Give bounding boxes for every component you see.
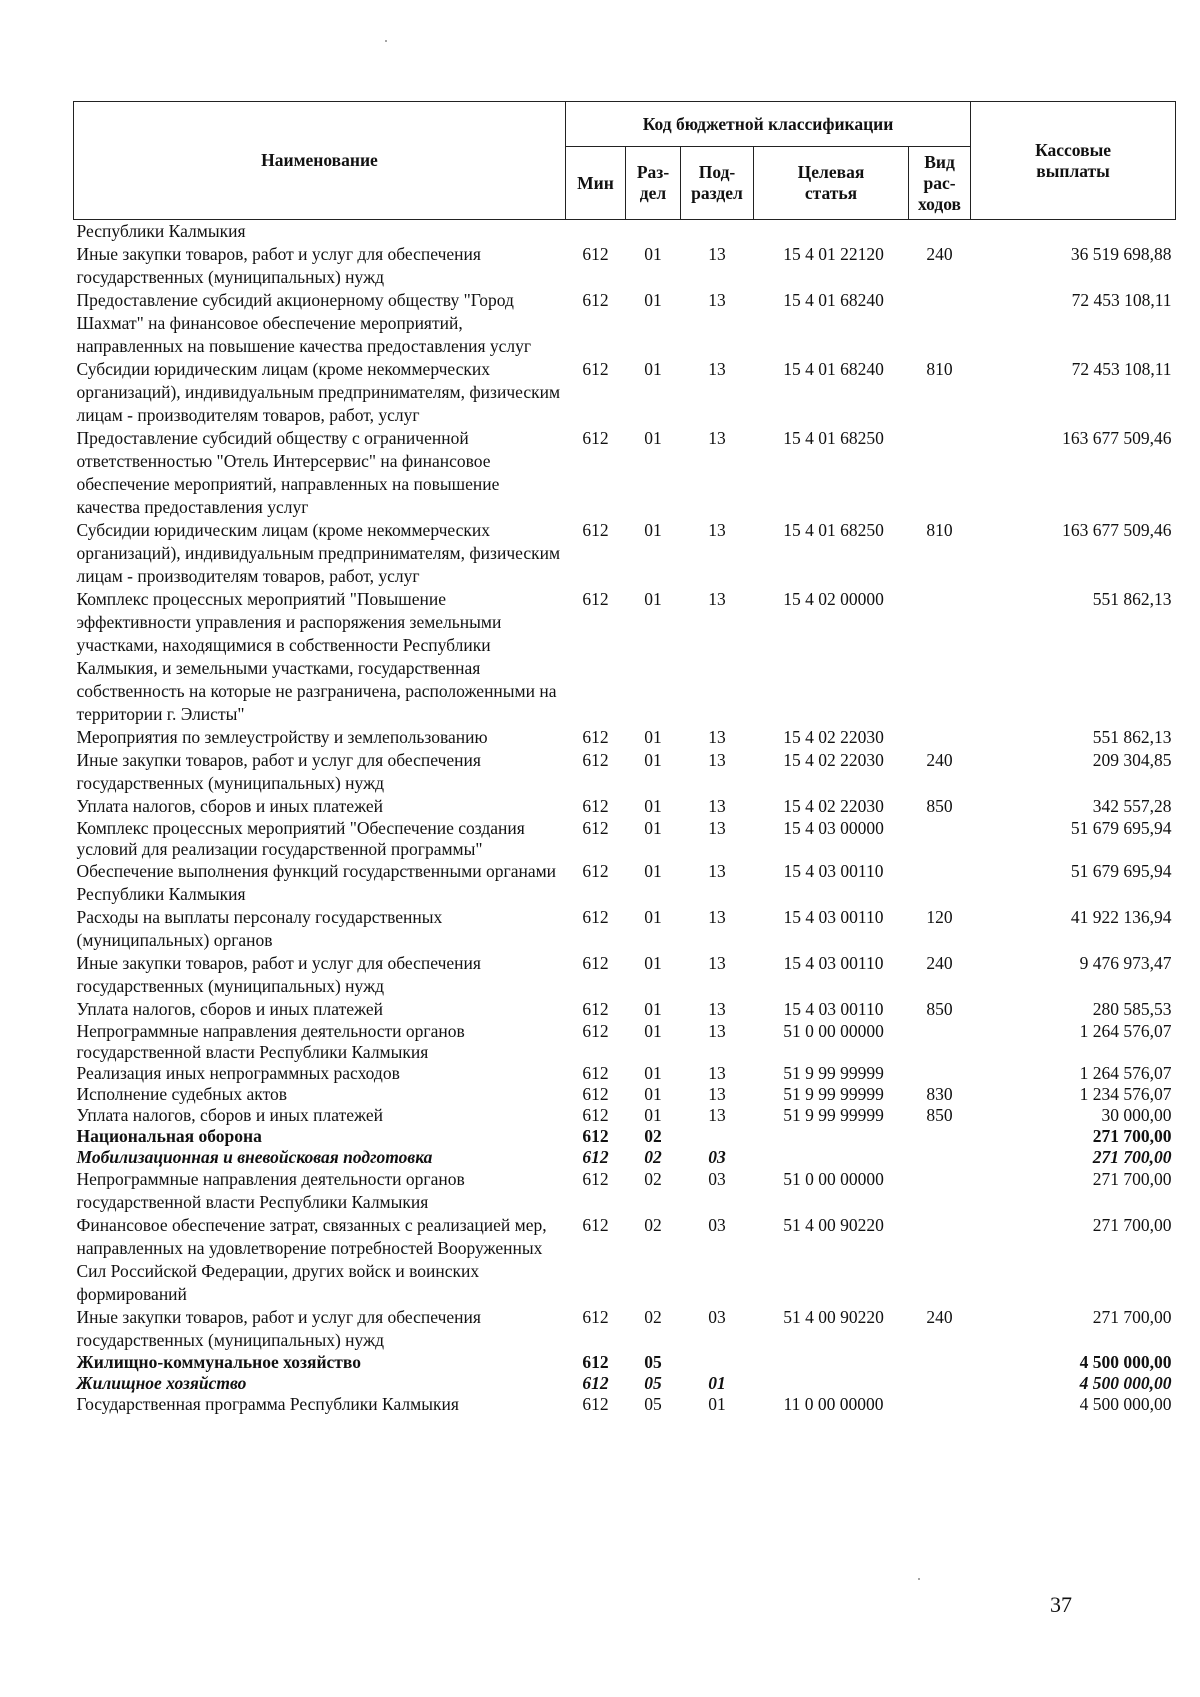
header-podrazdel-label: Под- раздел (691, 162, 743, 203)
row-amount: 4 500 000,00 (1079, 1373, 1172, 1393)
row-vid (909, 220, 971, 244)
row-min: 612 (582, 907, 609, 927)
row-name: Уплата налогов, сборов и иных платежей (76, 1105, 383, 1125)
row-min: 612 (582, 428, 609, 448)
row-razdel: 01 (644, 290, 662, 310)
row-vid: 850 (926, 796, 953, 816)
row-razdel: 01 (644, 1021, 662, 1041)
row-min: 612 (582, 244, 609, 264)
table-row (74, 1394, 1176, 1415)
row-celevaya: 15 4 03 00110 (783, 953, 884, 973)
row-min: 612 (582, 589, 609, 609)
table-row (74, 749, 1176, 795)
row-vid (909, 860, 971, 906)
table-row (74, 860, 1176, 906)
row-name: Непрограммные направления деятельности органов государственной власти Республики Калмыкия (76, 1169, 465, 1212)
row-min: 612 (582, 1147, 609, 1167)
table-row (74, 289, 1176, 358)
row-amount: 4 500 000,00 (1079, 1394, 1172, 1414)
row-name: Иные закупки товаров, работ и услуг для обеспечения государственных (муниципальных) нужд (76, 244, 481, 287)
row-amount: 1 264 576,07 (1079, 1021, 1172, 1041)
row-podrazdel: 03 (708, 1307, 726, 1327)
row-min: 612 (582, 359, 609, 379)
row-razdel: 02 (644, 1147, 662, 1167)
table-row (74, 795, 1176, 818)
row-podrazdel: 13 (708, 428, 726, 448)
row-razdel: 02 (644, 1307, 662, 1327)
row-amount: 551 862,13 (1092, 589, 1172, 609)
row-razdel: 01 (644, 359, 662, 379)
row-vid: 810 (926, 520, 953, 540)
row-vid (909, 1063, 971, 1084)
row-celevaya: 15 4 01 68250 (783, 520, 884, 540)
budget-table (73, 101, 1176, 1415)
row-celevaya (754, 1373, 909, 1394)
row-razdel: 05 (644, 1394, 662, 1414)
header-celevaya (754, 147, 909, 220)
row-vid (909, 726, 971, 749)
row-celevaya: 15 4 01 68240 (783, 359, 884, 379)
row-razdel: 01 (644, 953, 662, 973)
row-podrazdel: 13 (708, 359, 726, 379)
row-name: Жилищно-коммунальное хозяйство (76, 1352, 361, 1372)
row-vid: 120 (926, 907, 953, 927)
row-celevaya: 15 4 02 22030 (783, 750, 884, 770)
row-amount: 163 677 509,46 (1062, 428, 1172, 448)
row-amount: 41 922 136,94 (1070, 907, 1172, 927)
row-name: Обеспечение выполнения функций государственными органами Республики Калмыкия (76, 861, 557, 904)
table-row (74, 1214, 1176, 1306)
row-razdel: 01 (644, 1063, 662, 1083)
row-amount: 342 557,28 (1092, 796, 1172, 816)
header-min: Мин (566, 147, 626, 220)
row-name: Комплекс процессных мероприятий "Повышение эффективности управления и распоряжения земельными участками, находящимися в собственности Республики Калмыкия, и земельными участками, государственная собственность на которые не разграничена, расположенными на территории г. Элисты" (76, 589, 557, 724)
row-razdel: 05 (644, 1373, 662, 1393)
table-body (74, 220, 1176, 1416)
row-vid: 240 (926, 1307, 953, 1327)
row-amount: 280 585,53 (1092, 999, 1172, 1019)
page-number: 37 (1050, 1592, 1072, 1617)
table-row (74, 243, 1176, 289)
header-podrazdel (681, 147, 754, 220)
row-name: Субсидии юридическим лицам (кроме некоммерческих организаций), индивидуальным предпринимателям, физическим лицам - производителям товаров, работ, услуг (76, 520, 561, 586)
table-row (74, 726, 1176, 749)
row-vid (909, 588, 971, 726)
table-row (74, 1126, 1176, 1147)
row-podrazdel: 13 (708, 520, 726, 540)
row-name: Расходы на выплаты персоналу государственных (муниципальных) органов (76, 907, 443, 950)
table-row (74, 998, 1176, 1021)
row-name: Предоставление субсидий акционерному обществу "Город Шахмат" на финансовое обеспечение мероприятий, направленных на повышение качества предоставления услуг (76, 290, 532, 356)
row-razdel: 01 (644, 244, 662, 264)
row-amount: 271 700,00 (1092, 1147, 1172, 1167)
row-celevaya: 51 0 00 00000 (783, 1169, 884, 1189)
row-amount: 51 679 695,94 (1070, 861, 1172, 881)
row-amount: 1 234 576,07 (1079, 1084, 1172, 1104)
row-razdel: 01 (644, 861, 662, 881)
row-name: Государственная программа Республики Калмыкия (76, 1394, 459, 1414)
row-name: Предоставление субсидий обществу с ограниченной ответственностью "Отель Интерсервис" на финансовое обеспечение мероприятий, направленных на повышение качества предоставления услуг (76, 428, 500, 517)
row-min: 612 (582, 1215, 609, 1235)
row-celevaya (754, 220, 909, 244)
row-vid: 810 (926, 359, 953, 379)
row-podrazdel: 13 (708, 750, 726, 770)
row-min: 612 (582, 750, 609, 770)
row-podrazdel: 13 (708, 1105, 726, 1125)
row-razdel: 05 (644, 1352, 662, 1372)
row-celevaya: 15 4 02 22030 (783, 727, 884, 747)
row-podrazdel: 13 (708, 290, 726, 310)
row-celevaya: 51 4 00 90220 (783, 1215, 884, 1235)
row-min: 612 (582, 796, 609, 816)
row-min: 612 (582, 1021, 609, 1041)
row-podrazdel: 01 (708, 1373, 726, 1393)
row-vid (909, 818, 971, 860)
row-amount (971, 220, 1176, 244)
row-min: 612 (582, 953, 609, 973)
row-vid (909, 1373, 971, 1394)
row-vid (909, 1168, 971, 1214)
row-name: Национальная оборона (76, 1126, 262, 1146)
row-podrazdel: 13 (708, 727, 726, 747)
row-amount: 72 453 108,11 (1071, 359, 1172, 379)
header-razdel (626, 147, 681, 220)
row-min: 612 (582, 290, 609, 310)
row-razdel: 01 (644, 999, 662, 1019)
row-name: Мобилизационная и вневойсковая подготовка (76, 1147, 433, 1167)
row-podrazdel: 13 (708, 953, 726, 973)
row-celevaya: 15 4 03 00110 (783, 907, 884, 927)
row-amount: 551 862,13 (1092, 727, 1172, 747)
row-razdel (626, 220, 681, 244)
row-razdel: 01 (644, 520, 662, 540)
header-code-group: Код бюджетной классификации (566, 102, 971, 147)
row-podrazdel: 13 (708, 796, 726, 816)
row-vid: 830 (926, 1084, 953, 1104)
row-celevaya: 15 4 01 68240 (783, 290, 884, 310)
table-row (74, 519, 1176, 588)
row-vid (909, 427, 971, 519)
row-amount: 209 304,85 (1092, 750, 1172, 770)
row-podrazdel: 13 (708, 1063, 726, 1083)
row-podrazdel: 13 (708, 1084, 726, 1104)
table-row (74, 906, 1176, 952)
header-celevaya-label: Целевая статья (797, 162, 865, 203)
row-celevaya: 51 0 00 00000 (783, 1021, 884, 1041)
row-podrazdel: 03 (708, 1169, 726, 1189)
header-amount (971, 102, 1176, 220)
row-vid (909, 1394, 971, 1415)
row-min: 612 (582, 818, 609, 838)
row-podrazdel: 13 (708, 818, 726, 838)
table-row (74, 588, 1176, 726)
header-razdel-label: Раз- дел (636, 162, 670, 203)
row-name: Комплекс процессных мероприятий "Обеспечение создания условий для реализации государственной программы" (76, 818, 525, 859)
table-row (74, 1063, 1176, 1084)
row-amount: 72 453 108,11 (1071, 290, 1172, 310)
table-row (74, 1168, 1176, 1214)
row-celevaya (754, 1126, 909, 1147)
header-amount-label: Кассовые выплаты (1035, 139, 1112, 181)
row-min: 612 (582, 861, 609, 881)
row-min: 612 (582, 1307, 609, 1327)
row-min: 612 (582, 727, 609, 747)
row-min: 612 (582, 1394, 609, 1414)
row-min: 612 (582, 999, 609, 1019)
row-amount: 1 264 576,07 (1079, 1063, 1172, 1083)
row-vid (909, 1352, 971, 1373)
row-celevaya: 15 4 03 00000 (783, 818, 884, 838)
row-razdel: 01 (644, 428, 662, 448)
row-podrazdel: 13 (708, 589, 726, 609)
header-name: Наименование (74, 102, 566, 220)
header-vid (909, 147, 971, 220)
row-name: Финансовое обеспечение затрат, связанных с реализацией мер, направленных на удовлетворение потребностей Вооруженных Сил Российской Федерации, других войск и воинских формирований (76, 1215, 547, 1304)
table-row (74, 1352, 1176, 1373)
row-podrazdel: 13 (708, 907, 726, 927)
row-celevaya (754, 1147, 909, 1168)
row-name: Субсидии юридическим лицам (кроме некоммерческих организаций), индивидуальным предпринимателям, физическим лицам - производителям товаров, работ, услуг (76, 359, 561, 425)
scan-speck (918, 1578, 920, 1580)
row-name: Исполнение судебных актов (76, 1084, 288, 1104)
row-celevaya: 51 4 00 90220 (783, 1307, 884, 1327)
row-podrazdel (681, 1126, 754, 1147)
row-min: 612 (582, 520, 609, 540)
table-row (74, 818, 1176, 860)
header-vid-label: Вид рас- ходов (918, 151, 961, 214)
row-celevaya: 51 9 99 99999 (783, 1105, 884, 1125)
row-podrazdel: 13 (708, 1021, 726, 1041)
row-name: Иные закупки товаров, работ и услуг для обеспечения государственных (муниципальных) нужд (76, 750, 481, 793)
row-razdel: 01 (644, 1084, 662, 1104)
row-razdel: 02 (644, 1169, 662, 1189)
row-vid (909, 1147, 971, 1168)
row-min: 612 (582, 1084, 609, 1104)
row-podrazdel: 01 (708, 1394, 726, 1414)
row-amount: 163 677 509,46 (1062, 520, 1172, 540)
row-razdel: 02 (644, 1215, 662, 1235)
row-celevaya: 15 4 02 00000 (783, 589, 884, 609)
row-podrazdel: 03 (708, 1215, 726, 1235)
row-name: Республики Калмыкия (76, 221, 246, 241)
row-celevaya: 15 4 01 68250 (783, 428, 884, 448)
row-name: Иные закупки товаров, работ и услуг для обеспечения государственных (муниципальных) нужд (76, 1307, 481, 1350)
table-row (74, 1084, 1176, 1105)
row-amount: 51 679 695,94 (1070, 818, 1172, 838)
row-podrazdel (681, 1352, 754, 1373)
row-min: 612 (582, 1373, 609, 1393)
row-celevaya: 11 0 00 00000 (783, 1394, 884, 1414)
row-podrazdel: 13 (708, 999, 726, 1019)
row-vid (909, 1126, 971, 1147)
table-row (74, 427, 1176, 519)
row-podrazdel: 03 (708, 1147, 726, 1167)
row-min: 612 (582, 1063, 609, 1083)
row-celevaya: 15 4 03 00110 (783, 861, 884, 881)
row-celevaya: 51 9 99 99999 (783, 1063, 884, 1083)
row-celevaya: 51 9 99 99999 (783, 1084, 884, 1104)
row-razdel: 01 (644, 796, 662, 816)
table-row (74, 952, 1176, 998)
row-name: Непрограммные направления деятельности органов государственной власти Республики Калмыкия (76, 1021, 465, 1062)
row-razdel: 01 (644, 727, 662, 747)
table-row (74, 1373, 1176, 1394)
row-vid: 240 (926, 953, 953, 973)
row-name: Иные закупки товаров, работ и услуг для обеспечения государственных (муниципальных) нужд (76, 953, 481, 996)
row-amount: 271 700,00 (1092, 1215, 1172, 1235)
scan-speck (385, 40, 387, 42)
row-vid: 240 (926, 244, 953, 264)
row-podrazdel: 13 (708, 861, 726, 881)
row-min (566, 220, 626, 244)
row-celevaya: 15 4 02 22030 (783, 796, 884, 816)
row-razdel: 01 (644, 750, 662, 770)
row-razdel: 01 (644, 818, 662, 838)
row-amount: 271 700,00 (1092, 1169, 1172, 1189)
row-min: 612 (582, 1126, 609, 1146)
row-razdel: 01 (644, 907, 662, 927)
row-min: 612 (582, 1352, 609, 1372)
row-celevaya: 15 4 01 22120 (783, 244, 884, 264)
row-razdel: 01 (644, 589, 662, 609)
table-row (74, 220, 1176, 244)
table-row (74, 1306, 1176, 1352)
row-vid (909, 1021, 971, 1063)
row-min: 612 (582, 1105, 609, 1125)
row-vid (909, 289, 971, 358)
row-vid: 240 (926, 750, 953, 770)
row-vid: 850 (926, 1105, 953, 1125)
row-podrazdel: 13 (708, 244, 726, 264)
row-amount: 4 500 000,00 (1079, 1352, 1172, 1372)
row-razdel: 01 (644, 1105, 662, 1125)
row-min: 612 (582, 1169, 609, 1189)
row-vid: 850 (926, 999, 953, 1019)
table-row (74, 358, 1176, 427)
row-celevaya (754, 1352, 909, 1373)
row-amount: 271 700,00 (1092, 1307, 1172, 1327)
table-row (74, 1105, 1176, 1126)
row-razdel: 02 (644, 1126, 662, 1146)
table-header (74, 102, 1176, 220)
row-name: Уплата налогов, сборов и иных платежей (76, 999, 383, 1019)
row-name: Уплата налогов, сборов и иных платежей (76, 796, 383, 816)
row-name: Реализация иных непрограммных расходов (76, 1063, 400, 1083)
row-name: Жилищное хозяйство (76, 1373, 247, 1393)
row-amount: 36 519 698,88 (1070, 244, 1172, 264)
row-vid (909, 1214, 971, 1306)
row-celevaya: 15 4 03 00110 (783, 999, 884, 1019)
row-name: Мероприятия по землеустройству и землепользованию (76, 727, 488, 747)
row-amount: 30 000,00 (1101, 1105, 1172, 1125)
row-amount: 271 700,00 (1092, 1126, 1172, 1146)
table-row (74, 1147, 1176, 1168)
table-row (74, 1021, 1176, 1063)
row-podrazdel (681, 220, 754, 244)
row-amount: 9 476 973,47 (1079, 953, 1172, 973)
